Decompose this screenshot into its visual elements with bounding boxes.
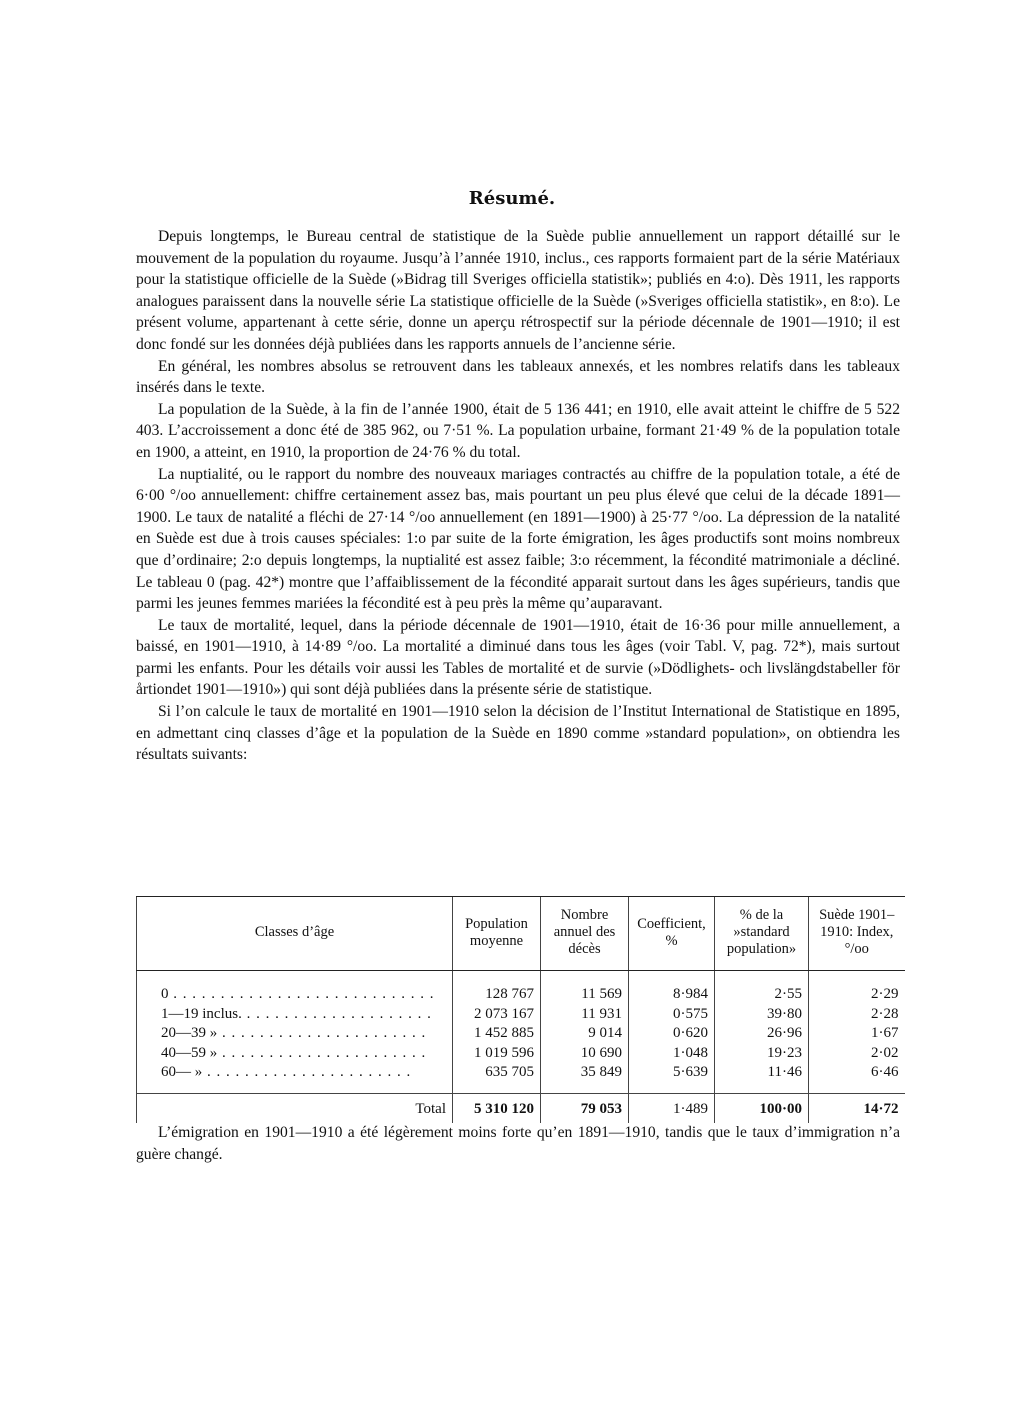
table-row xyxy=(137,971,905,1005)
header-index: Suède 1901–1910: Index, °/oo xyxy=(809,897,905,971)
table-row xyxy=(137,1005,905,1025)
cell-coefficient: 0·575 xyxy=(629,1005,715,1025)
closing-text xyxy=(136,1122,900,1165)
total-index: 14·72 xyxy=(809,1093,905,1123)
paragraph-population: La population de la Suède, à la fin de l’année 1900, était de 5 136 441; en 1910, elle avait atteint le chiffre de 5 522 403. L’accroissement a donc été de 385 962, ou 7·51 %. La population urbaine, formant 21·49 % de la population totale en 1900, a atteint, en 1910, la proportion de 24·76 % du total. xyxy=(136,400,900,461)
total-population: 5 310 120 xyxy=(453,1093,541,1123)
header-standard: % de la »standard population» xyxy=(715,897,809,971)
cell-index: 6·46 xyxy=(809,1063,905,1093)
cell-classe xyxy=(137,971,453,1005)
classe-label: 20—39 » xyxy=(161,1025,218,1041)
cell-population: 2 073 167 xyxy=(453,1005,541,1025)
dot-leader: . . . . . . . . . . . . . . . . . . . . . . xyxy=(217,1044,427,1061)
paragraph-calcul: Si l’on calcule le taux de mortalité en 1901—1910 selon la décision de l’Institut International de Statistique en 1895, en admettant cinq classes d’âge et la population de la Suède en 1890 comme »standard population», on obtiendra les résultats suivants: xyxy=(136,703,900,764)
total-standard: 100·00 xyxy=(715,1093,809,1123)
table-row xyxy=(137,1024,905,1044)
table-total-row xyxy=(137,1093,905,1123)
cell-classe xyxy=(137,1044,453,1064)
cell-population: 1 452 885 xyxy=(453,1024,541,1044)
cell-population: 128 767 xyxy=(453,971,541,1005)
cell-coefficient: 5·639 xyxy=(629,1063,715,1093)
classe-label: 60— » xyxy=(161,1064,203,1080)
dot-leader: . . . . . . . . . . . . . . . . . . . . xyxy=(241,1005,432,1022)
total-coefficient: 1·489 xyxy=(629,1093,715,1123)
cell-deces: 9 014 xyxy=(541,1024,629,1044)
cell-index: 2·02 xyxy=(809,1044,905,1064)
cell-coefficient: 8·984 xyxy=(629,971,715,1005)
mortality-table-wrapper xyxy=(136,896,904,1123)
cell-index: 2·28 xyxy=(809,1005,905,1025)
cell-deces: 11 931 xyxy=(541,1005,629,1025)
cell-population: 635 705 xyxy=(453,1063,541,1093)
cell-standard: 11·46 xyxy=(715,1063,809,1093)
cell-deces: 35 849 xyxy=(541,1063,629,1093)
cell-standard: 2·55 xyxy=(715,971,809,1005)
paragraph-emigration: L’émigration en 1901—1910 a été légèrement moins forte qu’en 1891—1910, tandis que le taux d’immigration n’a guère changé. xyxy=(136,1124,900,1163)
table-row xyxy=(137,1044,905,1064)
cell-coefficient: 1·048 xyxy=(629,1044,715,1064)
cell-standard: 26·96 xyxy=(715,1024,809,1044)
cell-classe xyxy=(137,1005,453,1025)
dot-leader: . . . . . . . . . . . . . . . . . . . . . . . . . . . . xyxy=(168,986,435,1002)
classe-label: 40—59 » xyxy=(161,1044,218,1061)
cell-classe xyxy=(137,1024,453,1044)
cell-population: 1 019 596 xyxy=(453,1044,541,1064)
classe-label: 1—19 inclus. xyxy=(161,1005,242,1022)
page-title: Résumé. xyxy=(468,188,556,209)
cell-standard: 19·23 xyxy=(715,1044,809,1064)
cell-deces: 11 569 xyxy=(541,971,629,1005)
paragraph-nuptialite: La nuptialité, ou le rapport du nombre des nouveaux mariages contractés au chiffre de la population totale, a été de 6·00 °/oo annuellement: chiffre certainement assez bas, mais pourtant un peu plus élevé que celui de la décade 1891—1900. Le taux de natalité a fléchi de 27·14 °/oo annuellement (en 1891—1900) à 25·77 °/oo. La dépression de la natalité en Suède est due à trois causes spéciales: 1:o par suite de la forte émigration, les âges productifs sont moins nombreux que d’ordinaire; 2:o depuis longtemps, la nuptialité est assez faible; 3:o récemment, la fécondité matrimoniale a décliné. Le tableau 0 (pag. 42*) montre que l’affaiblissement de la fécondité apparait surtout dans les âges supérieurs, tandis que parmi les jeunes femmes mariées la fécondité est à peu près la même qu’auparavant. xyxy=(136,465,900,613)
cell-coefficient: 0·620 xyxy=(629,1024,715,1044)
paragraph-nombres: En général, les nombres absolus se retrouvent dans les tableaux annexés, et les nombres relatifs dans les tableaux insérés dans le texte. xyxy=(136,357,900,397)
dot-leader: . . . . . . . . . . . . . . . . . . . . . . xyxy=(217,1025,427,1041)
paragraph-intro: Depuis longtemps, le Bureau central de statistique de la Suède publie annuellement un rapport détaillé sur le mouvement de la population du royaume. Jusqu’à l’année 1910, inclus., ces rapports formaient part de la série Matériaux pour la statistique officielle de la Suède (»Bidrag till Sveriges officiella statistik»; publiés en 4:o). Dès 1911, les rapports analogues paraissent dans la nouvelle série La statistique officielle de la Suède (»Sveriges officiella statistik», en 8:o). Le présent volume, appartenant à cette série, donne un aperçu rétrospectif sur la période décennale de 1901—1910; il est donc fondé sur les données déjà publiées dans les rapports annuels de l’ancienne série. xyxy=(136,228,900,353)
cell-index: 1·67 xyxy=(809,1024,905,1044)
paragraph-mortalite: Le taux de mortalité, lequel, dans la période décennale de 1901—1910, était de 16·36 pour mille annuellement, a baissé, en 1901—1910, à 14·89 °/oo. La mortalité a diminué dans tous les âges (voir Tabl. V, pag. 72*), mais surtout parmi les enfants. Pour les détails voir aussi les Tables de mortalité et de survie (»Dödlighets- och livslängdstabeller för årtiondet 1901—1910») qui sont déjà publiées dans la présente série de statistique. xyxy=(136,616,900,699)
cell-standard: 39·80 xyxy=(715,1005,809,1025)
header-deces: Nombre annuel des décès xyxy=(541,897,629,971)
cell-deces: 10 690 xyxy=(541,1044,629,1064)
header-coefficient: Coefficient, % xyxy=(629,897,715,971)
table-header-row xyxy=(137,897,905,971)
body-text xyxy=(136,226,900,766)
header-classes: Classes d’âge xyxy=(137,897,453,971)
mortality-table xyxy=(136,896,905,1123)
header-population: Population moyenne xyxy=(453,897,541,971)
total-deces: 79 053 xyxy=(541,1093,629,1123)
cell-classe xyxy=(137,1063,453,1093)
cell-index: 2·29 xyxy=(809,971,905,1005)
table-row xyxy=(137,1063,905,1093)
classe-label: 0 xyxy=(161,986,169,1002)
total-label: Total xyxy=(137,1093,453,1123)
dot-leader: . . . . . . . . . . . . . . . . . . . . . . xyxy=(202,1064,412,1080)
